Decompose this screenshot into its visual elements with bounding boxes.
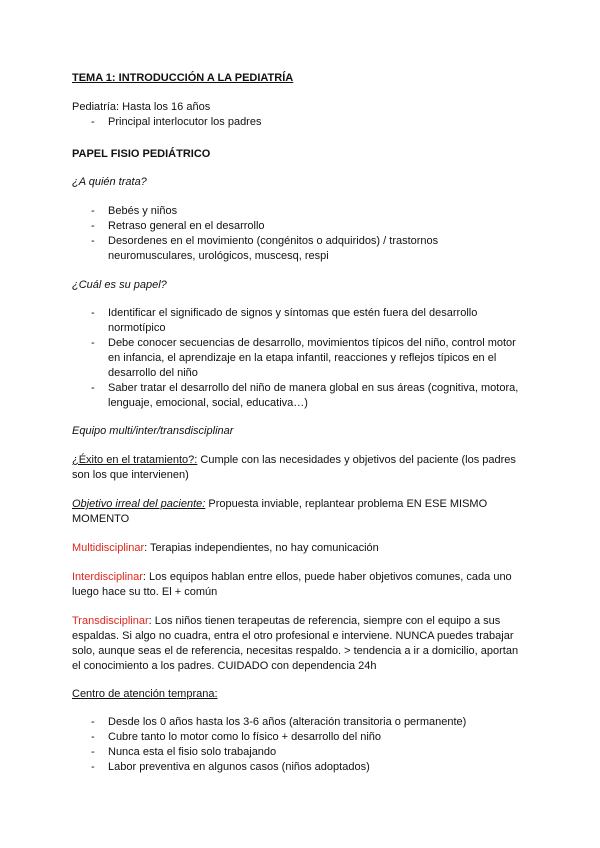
inter-text: : Los equipos hablan entre ellos, puede haber objetivos comunes, cada uno luego hace su tto. El + común xyxy=(72,571,512,598)
section-heading: PAPEL FISIO PEDIÁTRICO xyxy=(72,148,211,160)
list-item: - Retraso general en el desarrollo xyxy=(72,219,528,234)
role-question: ¿Cuál es su papel? xyxy=(72,279,167,291)
list-item: - Desordenes en el movimiento (congénitos o adquiridos) / trastornos neuromusculares, urológicos, muscesq, respi xyxy=(72,234,528,264)
role-list xyxy=(72,306,528,411)
list-item: - Identificar el significado de signos y síntomas que estén fuera del desarrollo normotípico xyxy=(72,306,528,336)
success-text: Cumple con las necesidades y objetivos del paciente (los padres son los que intervienen) xyxy=(72,454,516,481)
list-item: - Debe conocer secuencias de desarrollo, movimientos típicos del niño, control motor en infancia, el aprendizaje en la etapa infantil, reacciones y reflejos típicos en el desarrollo del niño xyxy=(72,336,528,381)
who-list xyxy=(72,204,528,264)
unreal-text: Propuesta inviable, replantear problema EN ESE MISMO MOMENTO xyxy=(72,498,488,525)
list-item: - Bebés y niños xyxy=(72,204,528,219)
center-list xyxy=(72,715,528,775)
success-label: ¿Éxito en el tratamiento?: xyxy=(72,454,198,466)
intro-list xyxy=(72,115,528,130)
inter-label: Interdisciplinar xyxy=(72,571,143,583)
list-item: - Principal interlocutor los padres xyxy=(72,115,528,130)
list-item: - Saber tratar el desarrollo del niño de manera global en sus áreas (cognitiva, motora, lenguaje, emocional, social, educativa…) xyxy=(72,381,528,411)
unreal-label: Objetivo irreal del paciente: xyxy=(72,498,206,510)
inter-paragraph xyxy=(72,570,528,600)
unreal-paragraph xyxy=(72,497,528,527)
list-item: - Desde los 0 años hasta los 3-6 años (alteración transitoria o permanente) xyxy=(72,715,528,730)
intro-line: Pediatría: Hasta los 16 años xyxy=(72,101,211,113)
trans-label: Transdisciplinar xyxy=(72,615,149,627)
center-heading: Centro de atención temprana: xyxy=(72,688,218,700)
list-item: - Labor preventiva en algunos casos (niños adoptados) xyxy=(72,760,528,775)
page-title: TEMA 1: INTRODUCCIÓN A LA PEDIATRÍA xyxy=(72,72,294,84)
list-item: - Cubre tanto lo motor como lo físico + desarrollo del niño xyxy=(72,730,528,745)
multi-text: : Terapias independientes, no hay comunicación xyxy=(144,542,379,554)
multi-paragraph xyxy=(72,541,528,556)
who-question: ¿A quién trata? xyxy=(72,176,147,188)
multi-label: Multidisciplinar xyxy=(72,542,145,554)
success-paragraph xyxy=(72,453,528,483)
trans-text: : Los niños tienen terapeutas de referencia, siempre con el equipo a sus espaldas. Si algo no cuadra, entra el otro profesional e interviene. NUNCA puedes trabajar solo, aunque seas el de referencia, necesitas respaldo. > tendencia a ir a domicilio, aportan el conocimiento a los padres. CUIDADO con dependencia 24h xyxy=(72,615,519,672)
trans-paragraph xyxy=(72,614,528,674)
list-item: - Nunca esta el fisio solo trabajando xyxy=(72,745,528,760)
team-heading: Equipo multi/inter/transdisciplinar xyxy=(72,425,234,437)
